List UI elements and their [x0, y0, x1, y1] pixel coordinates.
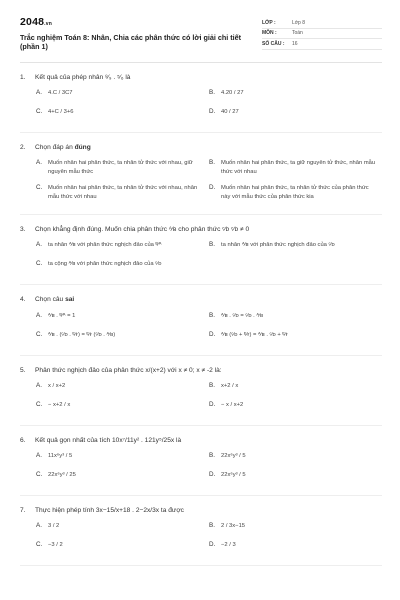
question-number: 3 .: [20, 226, 35, 234]
answer-option-c[interactable]: [36, 331, 209, 343]
meta-value: Lớp 8: [292, 19, 306, 26]
question-number: 2 .: [20, 144, 35, 152]
answer-option-a[interactable]: [36, 452, 209, 464]
meta-value: 16: [292, 40, 298, 47]
question-text: Kết quả gọn nhất của tích 10x⁷/11y² . 121y⁵/25x là: [35, 436, 182, 444]
question-2: [20, 133, 382, 215]
answer-option-a[interactable]: [36, 312, 209, 324]
option-letter: C .: [36, 541, 48, 549]
option-text: 2 / 3x−15: [221, 523, 246, 530]
answer-option-a[interactable]: [36, 159, 209, 177]
option-text: −3 / 2: [48, 542, 63, 549]
site-logo[interactable]: [20, 16, 245, 29]
answer-option-d[interactable]: [209, 108, 382, 120]
answer-option-c[interactable]: [36, 401, 209, 413]
question-number: 6 .: [20, 437, 35, 445]
question-header: [20, 367, 382, 375]
answer-option-b[interactable]: [209, 241, 382, 253]
option-text: ᴬ⁄ʙ . ᴮ⁄ᴬ = 1: [48, 312, 76, 319]
option-letter: C .: [36, 331, 48, 339]
answer-option-a[interactable]: [36, 382, 209, 394]
answer-option-d[interactable]: [209, 471, 382, 483]
option-letter: A .: [36, 522, 48, 530]
question-3: [20, 215, 382, 285]
question-number: 7 .: [20, 507, 35, 515]
answer-option-b[interactable]: [209, 159, 382, 177]
option-text: 3 / 2: [48, 523, 60, 530]
option-text: 22x⁶y³ / 5: [221, 453, 246, 460]
page-header: [20, 16, 382, 63]
answer-options: [20, 522, 382, 560]
answer-option-a[interactable]: [36, 241, 209, 253]
option-text: ta nhân ᴬ⁄ʙ với phân thức nghịch đảo của ᴮ⁄ᴬ: [48, 242, 162, 249]
answer-options: [20, 159, 382, 209]
option-text: ta nhân ᴬ⁄ʙ với phân thức nghịch đảo của ᶜ⁄ᴅ: [221, 242, 335, 249]
option-text: ᴬ⁄ʙ (ᶜ⁄ᴅ + ᴱ⁄ғ) = ᴬ⁄ʙ . ᶜ⁄ᴅ + ᴱ⁄ғ: [221, 331, 288, 338]
question-header: [20, 296, 382, 304]
question-number: 4 .: [20, 296, 35, 304]
answer-option-d[interactable]: [209, 331, 382, 343]
meta-row-class: [262, 18, 382, 29]
answer-options: [20, 89, 382, 127]
question-number: 1 .: [20, 74, 35, 82]
answer-option-d[interactable]: [209, 541, 382, 553]
answer-option-b[interactable]: [209, 382, 382, 394]
answer-option-c[interactable]: [36, 541, 209, 553]
meta-label: LỚP :: [262, 19, 276, 26]
answer-option-b[interactable]: [209, 522, 382, 534]
answer-option-b[interactable]: [209, 312, 382, 324]
option-letter: B .: [209, 241, 221, 249]
question-header: [20, 144, 382, 152]
option-text: 4+C / 3+6: [48, 109, 74, 116]
meta-label: SỐ CÂU :: [262, 40, 285, 47]
option-letter: D .: [209, 184, 221, 192]
meta-label: MÔN :: [262, 30, 277, 37]
meta-value: Toán: [292, 30, 303, 37]
question-text: Chọn đáp án: [35, 144, 73, 152]
option-text: −2 / 3: [221, 542, 236, 549]
option-letter: B .: [209, 522, 221, 530]
option-letter: C .: [36, 471, 48, 479]
option-text: ᴬ⁄ʙ . (ᶜ⁄ᴅ . ᴱ⁄ғ) = ᴱ⁄ғ (ᶜ⁄ᴅ . ᴬ⁄ʙ): [48, 331, 116, 338]
question-header: [20, 226, 382, 234]
answer-option-c[interactable]: [36, 260, 382, 272]
answer-option-a[interactable]: [36, 522, 209, 534]
answer-option-c[interactable]: [36, 184, 209, 202]
option-text: − x+2 / x: [48, 401, 71, 408]
option-letter: A .: [36, 312, 48, 320]
logo-text: 2048: [20, 16, 45, 28]
question-1: [20, 63, 382, 133]
option-text: 4.20 / 27: [221, 90, 244, 97]
question-header: [20, 74, 382, 82]
question-text: Kết quả của phép nhân ⁸⁄₉ . ⁵⁄₆ là: [35, 73, 131, 81]
option-text: 40 / 27: [221, 109, 239, 116]
option-letter: B .: [209, 382, 221, 390]
question-header: [20, 507, 382, 515]
option-letter: C .: [36, 184, 48, 192]
question-list: [20, 63, 382, 567]
answer-option-b[interactable]: [209, 89, 382, 101]
option-text: ᴬ⁄ʙ . ᶜ⁄ᴅ = ᶜ⁄ᴅ . ᴬ⁄ʙ: [221, 312, 264, 319]
question-5: [20, 356, 382, 426]
question-7: [20, 496, 382, 566]
option-letter: B .: [209, 159, 221, 167]
option-letter: C .: [36, 401, 48, 409]
option-text: Muốn nhân hai phân thức, ta nhân tử thức của phân thức này với mẫu thức của phân thức kia: [221, 185, 369, 201]
question-text: Chọn khẳng định đúng. Muốn chia phân thức ᴬ⁄ʙ cho phân thức ᶜ⁄ᴅ ᶜ⁄ᴅ ≠ 0: [35, 226, 250, 234]
question-text: Thực hiện phép tính 3x−15/x+18 . 2−2x/3x ta được: [35, 507, 184, 515]
option-letter: B .: [209, 312, 221, 320]
option-letter: D .: [209, 331, 221, 339]
option-letter: A .: [36, 241, 48, 249]
question-header: [20, 437, 382, 445]
answer-option-c[interactable]: [36, 471, 209, 483]
meta-table: [262, 18, 382, 52]
option-letter: D .: [209, 108, 221, 116]
option-text: x / x+2: [48, 382, 66, 389]
option-text: 11x⁶y³ / 5: [48, 453, 73, 460]
logo-suffix: .vn: [44, 21, 52, 27]
answer-options: [20, 241, 382, 279]
option-text: Muốn nhân hai phân thức, ta nhân tử thức với nhau, nhân mẫu thức với nhau: [48, 185, 198, 201]
meta-row-subject: [262, 29, 382, 40]
option-text: Muốn nhân hai phân thức, ta nhân tử thức với nhau, giữ nguyên mẫu thức: [48, 160, 193, 176]
question-text: Phân thức nghịch đảo của phân thức x/(x+2) với x ≠ 0; x ≠ -2 là:: [35, 366, 222, 374]
option-text: ta cộng ᴬ⁄ʙ với phân thức nghịch đảo của ᶜ⁄ᴅ: [48, 261, 162, 268]
question-number: 5 .: [20, 367, 35, 375]
option-letter: C .: [36, 260, 48, 268]
question-6: [20, 426, 382, 496]
option-letter: A .: [36, 452, 48, 460]
option-letter: A .: [36, 159, 48, 167]
question-keyword: sai: [65, 296, 75, 304]
answer-options: [20, 312, 382, 350]
answer-options: [20, 382, 382, 420]
option-letter: D .: [209, 401, 221, 409]
answer-option-b[interactable]: [209, 452, 382, 464]
option-letter: D .: [209, 541, 221, 549]
answer-option-c[interactable]: [36, 108, 209, 120]
meta-row-count: [262, 39, 382, 50]
question-4: [20, 285, 382, 355]
option-letter: C .: [36, 108, 48, 116]
option-text: − x / x+2: [221, 401, 244, 408]
option-letter: A .: [36, 89, 48, 97]
option-text: 4.C / 3C7: [48, 90, 73, 97]
option-letter: A .: [36, 382, 48, 390]
option-text: Muốn nhân hai phân thức, ta giữ nguyên tử thức, nhân mẫu thức với nhau: [221, 160, 376, 176]
option-letter: B .: [209, 89, 221, 97]
answer-option-a[interactable]: [36, 89, 209, 101]
answer-option-d[interactable]: [209, 401, 382, 413]
header-left: [20, 16, 245, 52]
answer-options: [20, 452, 382, 490]
option-letter: D .: [209, 471, 221, 479]
page-title: Trắc nghiệm Toán 8: Nhân, Chia các phân thức có lời giải chi tiết (phần 1): [20, 33, 242, 52]
question-keyword: đúng: [74, 144, 91, 152]
answer-option-d[interactable]: [209, 184, 382, 202]
option-text: x+2 / x: [221, 382, 239, 389]
option-text: 22x⁶y³ / 5: [221, 472, 246, 479]
option-letter: B .: [209, 452, 221, 460]
question-text: Chọn câu: [35, 296, 64, 304]
option-text: 22x⁶y³ / 25: [48, 472, 76, 479]
